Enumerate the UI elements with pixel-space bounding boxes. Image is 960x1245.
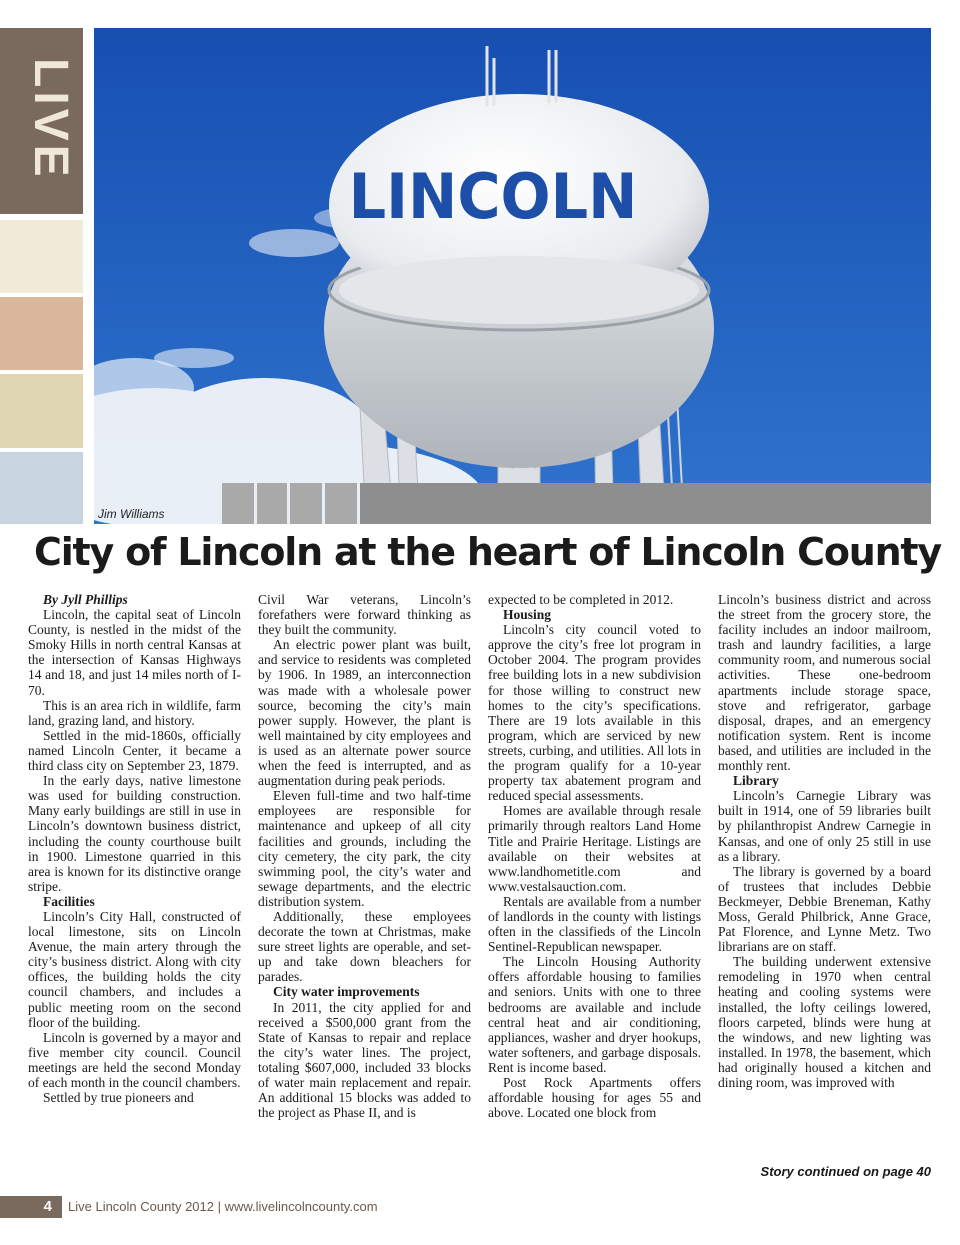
article-column-4: [718, 592, 931, 1090]
headline: City of Lincoln at the heart of Lincoln County: [34, 530, 941, 574]
paragraph: Lincoln’s Carnegie Library was built in 1914, one of 59 libraries built by philanthropist Andrew Carnegie in Kansas, and one of only 25 still in use as a library.: [718, 788, 931, 864]
paragraph: expected to be completed in 2012.: [488, 592, 674, 607]
color-tab-blue: [0, 452, 83, 524]
paragraph: Rentals are available from a number of landlords in the county with listings often in the classifieds of the Lincoln Sentinel-Republican newspaper.: [488, 893, 701, 955]
paragraph: The library is governed by a board of trustees that includes Debbie Beckmeyer, Debbie Breneman, Kathy Moss, Gerald Philbrick, Anne Grace, Pat Florence, and Lynne Metz. Two librarians are on staff.: [718, 863, 931, 955]
photo-strip-block: [325, 483, 357, 524]
photo-strip-bar: [360, 483, 931, 524]
section-heading: Housing: [503, 607, 552, 623]
paragraph: The building underwent extensive remodeling in 1970 when central heating and cooling systems were installed, the lofty ceilings lowered, floors carpeted, blinds were hung at the windows, and new lighting was installed. In 1978, the basement, which had originally housed a kitchen and dining room, was improved with: [718, 954, 931, 1090]
article-column-3: [488, 592, 701, 1120]
section-heading: Facilities: [43, 893, 95, 909]
paragraph: In 2011, the city applied for and received a $500,000 grant from the State of Kansas to repair and replace the city’s water lines. The project, totaling $607,000, included 33 blocks of water main replacement and repair. An additional 15 blocks was added to the project as Phase II, and is: [258, 999, 471, 1121]
continued-note: Story continued on page 40: [760, 1164, 931, 1179]
paragraph: Additionally, these employees decorate the town at Christmas, make sure street lights are operable, and set-up and take down bleachers for parades.: [258, 908, 471, 985]
article-column-1: [28, 592, 241, 1105]
section-tab-live: [0, 28, 83, 214]
color-tab-cream: [0, 220, 83, 293]
section-tab-label: LIVE: [24, 58, 77, 181]
paragraph: Lincoln, the capital seat of Lincoln County, is nestled in the midst of the Smoky Hills in north central Kansas at the intersection of Kansas Highways 14 and 18, and just 14 miles north of I-70.: [28, 607, 241, 698]
paragraph: Civil War veterans, Lincoln’s forefathers were forward thinking as they built the community.: [258, 592, 471, 638]
paragraph: Eleven full-time and two half-time employees are responsible for maintenance and upkeep of all city facilities and grounds, including the city cemetery, the city park, the city swimming pool, the city’s water and sewage departments, and the electric distribution system.: [258, 788, 471, 909]
paragraph: An electric power plant was built, and service to residents was completed by 1906. In 1989, an interconnection was made with a wholesale power source, becoming the city’s main power supply. However, the plant is well maintained by city employees and is used as an alternate power source when the feed is interrupted, and as augmentation during peak periods.: [258, 637, 471, 789]
paragraph: Lincoln’s City Hall, constructed of local limestone, sits on Lincoln Avenue, the main artery through the city’s business district. Along with city offices, the building holds the city council chambers, and includes a public meeting room on the second floor of the building.: [28, 908, 241, 1030]
article-column-2: [258, 592, 471, 1120]
water-tower-photo: [94, 28, 931, 524]
page-number: 4: [0, 1196, 62, 1218]
section-heading: Library: [733, 773, 779, 789]
paragraph: Homes are available through resale primarily through realtors Land Home Title and Prairie Heritage. Listings are available on their websites at www.landhometitle.com and www.vestalsauction.com.: [488, 803, 701, 894]
tower-lettering: LINCOLN: [348, 161, 638, 234]
paragraph: Settled by true pioneers and: [43, 1090, 194, 1106]
paragraph: Lincoln is governed by a mayor and five member city council. Council meetings are held the second Monday of each month in the council chambers.: [28, 1029, 241, 1090]
tank-rim: [339, 256, 699, 324]
footer-text: Live Lincoln County 2012 | www.livelincolncounty.com: [68, 1199, 378, 1214]
paragraph: Settled in the mid-1860s, officially named Lincoln Center, it became a third class city on September 23, 1879.: [28, 727, 241, 774]
photo-strip-block: [290, 483, 322, 524]
byline: By Jyll Phillips: [43, 592, 128, 607]
photo-strip-block: [257, 483, 287, 524]
paragraph: Post Rock Apartments offers affordable housing for ages 55 and above. Located one block from: [488, 1075, 701, 1121]
photo-strip-block: [222, 483, 254, 524]
paragraph: Lincoln’s business district and across the street from the grocery store, the facility includes an indoor mailroom, trash and laundry facilities, a large community room, and numerous social activities. These one-bedroom apartments include storage space, stove and refrigerator, garbage disposal, drapes, and an emergency notification system. Rent is income based, and utilities are included in the monthly rent.: [718, 592, 931, 774]
paragraph: In the early days, native limestone was used for building construction. Many early buildings are still in use in Lincoln’s downtown business district, including the county courthouse built in 1900. Limestone quarried in this area is known for its distinctive orange stripe.: [28, 773, 241, 894]
color-tab-khaki: [0, 374, 83, 448]
paragraph: This is an area rich in wildlife, farm land, grazing land, and history.: [28, 697, 241, 728]
photo-credit: Jim Williams: [98, 507, 165, 521]
paragraph: The Lincoln Housing Authority offers affordable housing to families and seniors. Units with one to three bedrooms are available and include central heat and air conditioning, appliances, washer and dryer hookups, water softeners, and garbage disposals. Rent is income based.: [488, 954, 701, 1075]
water-tower-illustration: [94, 28, 931, 524]
section-heading: City water improvements: [273, 984, 420, 1000]
paragraph: Lincoln’s city council voted to approve the city’s free lot program in October 2004. The program provides free building lots in a new subdivision for those willing to construct new homes to the city’s specifications. There are 19 lots available in this program, which are serviced by new streets, curbing, and utilities. All lots in the program qualify for a 10-year property tax abatement program and reduced special assessments.: [488, 622, 701, 804]
color-tab-tan: [0, 297, 83, 370]
